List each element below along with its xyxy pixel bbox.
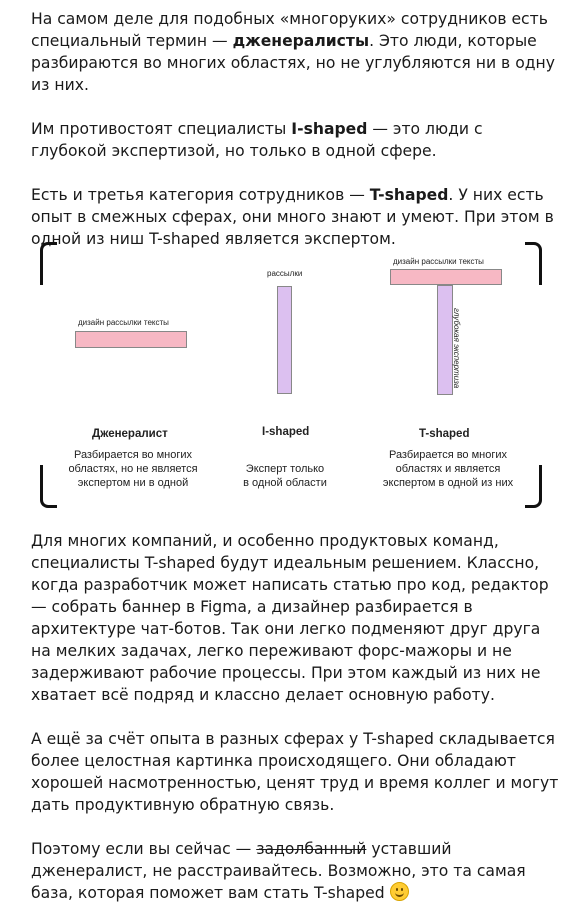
paragraph-companies: Для многих компаний, и особенно продуктовых команд, специалисты T-shaped будут идеальным решением. Классно, когда разработчик может написать статью про код, редактор — собрать баннер в Figma, а дизайнер разбирается в архитектуре чат-ботов. Так они легко подменяют друг друга на мелких задачах, легко переживают форс-мажоры и не задерживают рабочие процессы. При этом каждый из них не хватает всё подряд и классно делает основную работу. (31, 532, 549, 704)
bracket-bottom-left (40, 465, 57, 508)
article-text (31, 8, 563, 250)
ishaped-bar (277, 286, 292, 394)
tshaped-horizontal-bar (390, 269, 502, 285)
ishaped-tag: рассылки (267, 269, 303, 278)
bracket-top-left (40, 242, 57, 285)
generalist-tags: дизайн рассылки тексты (78, 318, 169, 327)
strikethrough-word: задолбанный (256, 840, 367, 858)
paragraph-generalists: На самом деле для подобных «многоруких» сотрудников есть специальный термин — дженералисты. Это люди, которые разбираются во многих областях, но не углубляются ни в одну из них. (31, 10, 555, 94)
paragraph-conclusion: Поэтому если вы сейчас — задолбанный уставший дженералист, не расстраивайтесь. Возможно, это та самая база, которая поможет вам стать T-shaped (31, 840, 526, 902)
tshaped-title: T-shaped (419, 428, 470, 440)
paragraph-tshaped: Есть и третья категория сотрудников — T-shaped. У них есть опыт в смежных сферах, они много знают и умеют. При этом в одной из ниш T-shaped является экспертом. (31, 186, 554, 248)
term-ishaped: I-shaped (291, 120, 368, 138)
tshaped-desc: Разбирается во многих областях и является экспертом в одной из них (382, 449, 514, 489)
paragraph-ishaped: Им противостоят специалисты I-shaped — это люди с глубокой экспертизой, но только в одной сфере. (31, 120, 483, 160)
generalist-desc: Разбирается во многих областях, но не является экспертом ни в одной (68, 449, 198, 489)
tshaped-vertical-tag: глубокая экспертиза (452, 308, 461, 389)
ishaped-desc: Эксперт только в одной области (243, 463, 327, 489)
shapes-diagram (38, 240, 544, 510)
paragraph-experience: А ещё за счёт опыта в разных сферах у T-shaped складывается более целостная картинка происходящего. Они обладают хорошей насмотренностью, ценят труд и время коллег и могут дать продуктивную обратную связь. (31, 730, 559, 814)
tshaped-tags: дизайн рассылки тексты (393, 257, 484, 266)
term-generalists: дженералисты (232, 32, 370, 50)
smile-emoji-icon (390, 882, 409, 901)
generalist-bar (75, 331, 187, 348)
generalist-title: Дженералист (92, 428, 168, 440)
bracket-top-right (525, 242, 542, 285)
term-tshaped: T-shaped (369, 186, 449, 204)
ishaped-title: I-shaped (262, 426, 310, 438)
article-text-continued (31, 530, 563, 904)
